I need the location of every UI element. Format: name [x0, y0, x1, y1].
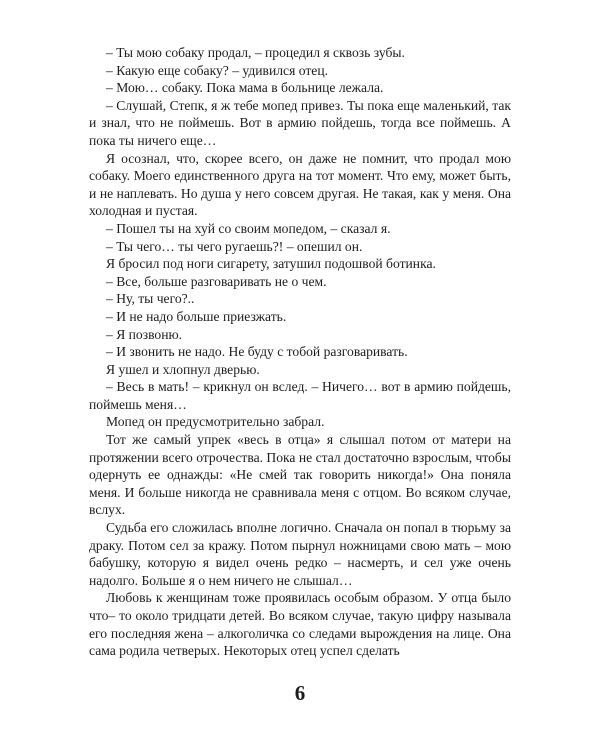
- paragraph: Мопед он предусмотрительно забрал.: [106, 414, 325, 430]
- page-number: 6: [294, 681, 306, 705]
- body-text: [89, 44, 511, 660]
- paragraph: Судьба его сложилась вполне логично. Сначала он попал в тюрьму за драку. Потом сел за кражу. Потом пырнул ножницами свою мать – мою бабушку, которую я видел очень редко – насмерть, и сел уже очень надолго. Больше я о нем ничего не слышал…: [89, 520, 511, 588]
- paragraph: – Мою… собаку. Пока мама в больнице лежала.: [106, 80, 384, 96]
- paragraph: – Слушай, Степк, я ж тебе мопед привез. Ты пока еще маленький, так и знал, что не поймешь. Вот в армию пойдешь, тогда все поймешь. А пока ты ничего еще…: [89, 97, 511, 148]
- paragraph: – Все, больше разговаривать не о чем.: [106, 273, 327, 289]
- paragraph: Я бросил под ноги сигарету, затушил подошвой ботинка.: [106, 256, 436, 272]
- paragraph: Тот же самый упрек «весь в отца» я слышал потом от матери на протяжении всего отрочества. Пока не стал достаточно взрослым, чтобы одернуть ее однажды: «Не смей так говорить никогда!» Она поняла меня. И больше никогда не сравнивала меня с отцом. Во всяком случае, вслух.: [89, 432, 511, 518]
- paragraph: – И не надо больше приезжать.: [106, 308, 287, 324]
- paragraph: Я осознал, что, скорее всего, он даже не помнит, что продал мою собаку. Моего единственного друга на тот момент. Что ему, может быть, и не наплевать. Но душа у него совсем другая. Не такая, как у меня. Она холодная и пустая.: [89, 150, 511, 219]
- paragraph: – Ну, ты чего?..: [106, 291, 195, 307]
- paragraph: – Пошел ты на хуй со своим мопедом, – сказал я.: [106, 220, 391, 236]
- paragraph: – Ты чего… ты чего ругаешь?! – опешил он.: [106, 238, 363, 254]
- paragraph: – Ты мою собаку продал, – процедил я сквозь зубы.: [106, 45, 405, 60]
- paragraph: – Я позвоню.: [106, 326, 183, 342]
- paragraph: – Весь в мать! – крикнул он вслед. – Ничего… вот в армию пойдешь, поймешь меня…: [89, 379, 511, 412]
- paragraph: Я ушел и хлопнул дверью.: [106, 361, 260, 377]
- paragraph: Любовь к женщинам тоже проявилась особым образом. У отца было что– то около тридцати детей. Во всяком случае, такую цифру называла его последняя жена – алкоголичка со следами вырождения на лице. Она сама родила четверых. Некоторых отец успел сделать: [89, 590, 511, 659]
- paragraph: – Какую еще собаку? – удивился отец.: [106, 62, 328, 78]
- paragraph: – И звонить не надо. Не буду с тобой разговаривать.: [106, 344, 408, 360]
